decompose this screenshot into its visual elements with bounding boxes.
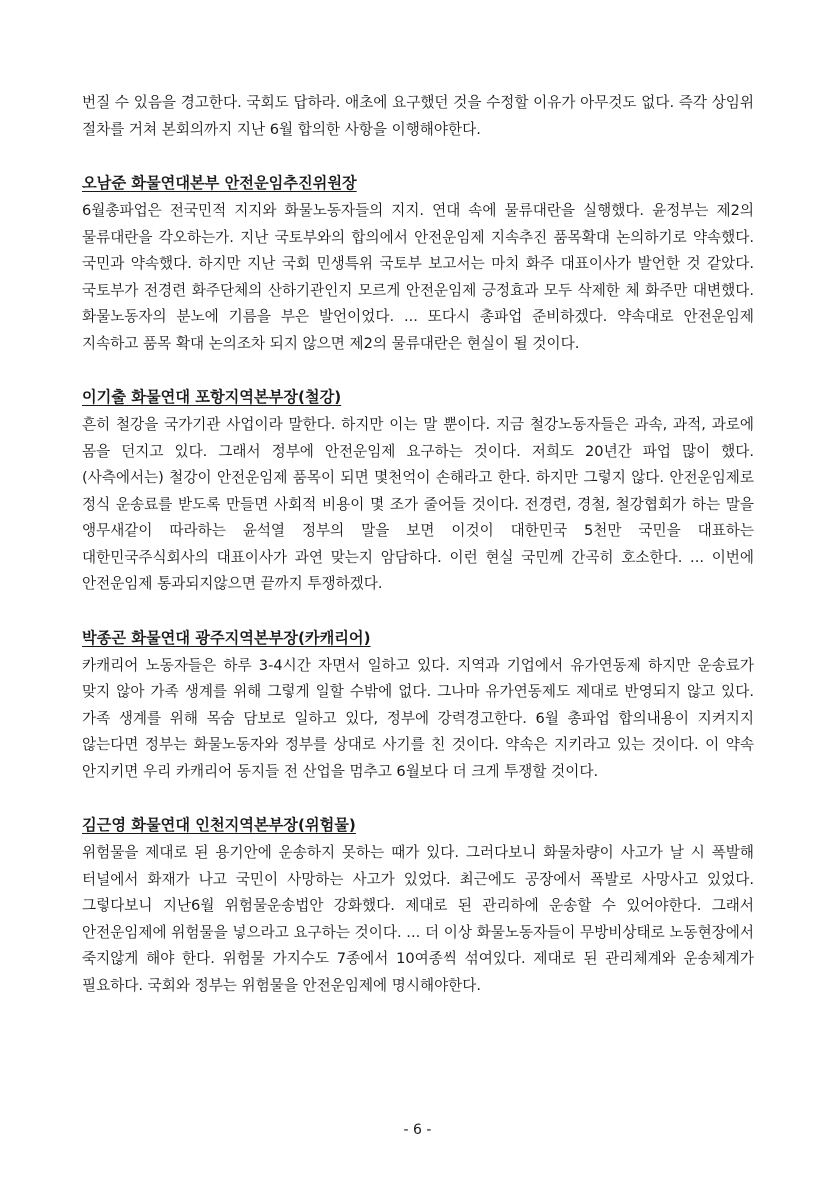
section-parkjonggon [82, 623, 754, 786]
section-leegichul [82, 382, 754, 598]
intro-paragraph: 번질 수 있음을 경고한다. 국회도 답하라. 애초에 요구했던 것을 수정할 이유가 아무것도 없다. 즉각 상임위 절차를 거쳐 본회의까지 지난 6월 합의한 사항을 이행해야한다. [82, 94, 754, 138]
section-heading: 이기출 화물연대 포항지역본부장(철강) [82, 388, 342, 406]
section-kimgeunyoung [82, 810, 754, 999]
page-number: - 6 - [403, 1122, 432, 1138]
section-heading: 박종곤 화물연대 광주지역본부장(카캐리어) [82, 628, 371, 647]
section-body: 위험물을 제대로 된 용기안에 운송하지 못하는 때가 있다. 그러다보니 화물차량이 사고가 날 시 폭발해 터널에서 화재가 나고 국민이 사망하는 사고가 있었다. 최근에도 공장에서 폭발로 사망사고 있었다. 그렇다보니 지난6월 위험물운송법안 강화했다. 제대로 된 관리하에 운송할 수 있어야한다. 그래서 안전운임제에 위험물을 넣으라고 요구하는 것이다. ... 더 이상 화물노동자들이 무방비상태로 노동현장에서 죽지않게 해야 한다. 위험물 가지수도 7종에서 10여종씩 섞여있다. 제대로 된 관리체계와 운송체계가 필요하다. 국회와 정부는 위험물을 안전운임제에 명시해야한다. [82, 844, 754, 994]
section-heading: 김근영 화물연대 인천지역본부장(위험물) [82, 816, 356, 834]
section-body: 6월총파업은 전국민적 지지와 화물노동자들의 지지. 연대 속에 물류대란을 실행했다. 윤정부는 제2의 물류대란을 각오하는가. 지난 국토부와의 합의에서 안전운임제 지속추진 품목확대 논의하기로 약속했다. 국민과 약속했다. 하지만 지난 국회 민생특위 국토부 보고서는 마치 화주 대표이사가 발언한 것 같았다. 국토부가 전경련 화주단체의 산하기관인지 모르게 안전운임제 긍정효과 모두 삭제한 체 화주만 대변했다. 화물노동자의 분노에 기름을 부은 발언이었다. ... 또다시 총파업 준비하겠다. 약속대로 안전운임제 지속하고 품목 확대 논의조차 되지 않으면 제2의 물류대란은 현실이 될 것이다. [82, 202, 754, 352]
section-body: 흔히 철강을 국가기관 사업이라 말한다. 하지만 이는 말 뿐이다. 지금 철강노동자들은 과속, 과적, 과로에 몸을 던지고 있다. 그래서 정부에 안전운임제 요구하는 것이다. 저희도 20년간 파업 많이 했다. (사측에서는) 철강이 안전운임제 품목이 되면 몇천억이 손해라고 한다. 하지만 그렇지 않다. 안전운임제로 정식 운송료를 받도록 만들면 사회적 비용이 몇 조가 줄어들 것이다. 전경련, 경철, 철강협회가 하는 말을 앵무새같이 따라하는 윤석열 정부의 말을 보면 이것이 대한민국 5천만 국민을 대표하는 대한민국주식회사의 대표이사가 과연 맞는지 암담하다. 이런 현실 국민께 간곡히 호소한다. ... 이번에 안전운임제 통과되지않으면 끝까지 투쟁하겠다. [82, 416, 754, 592]
section-heading: 오남준 화물연대본부 안전운임추진위원장 [82, 174, 357, 192]
section-onamjun [82, 168, 754, 357]
section-body: 카캐리어 노동자들은 하루 3-4시간 자면서 일하고 있다. 지역과 기업에서 유가연동제 하지만 운송료가 맞지 않아 가족 생계를 위해 그렇게 일할 수밖에 없다. 그나마 유가연동제도 제대로 반영되지 않고 있다. 가족 생계를 위해 목숨 담보로 일하고 있다, 정부에 강력경고한다. 6월 총파업 합의내용이 지켜지지 않는다면 정부는 화물노동자와 정부를 상대로 사기를 친 것이다. 약속은 지키라고 있는 것이다. 이 약속 안지키면 우리 카캐리어 동지들 전 산업을 멈추고 6월보다 더 크게 투쟁할 것이다. [82, 656, 754, 780]
document-page [82, 90, 754, 999]
